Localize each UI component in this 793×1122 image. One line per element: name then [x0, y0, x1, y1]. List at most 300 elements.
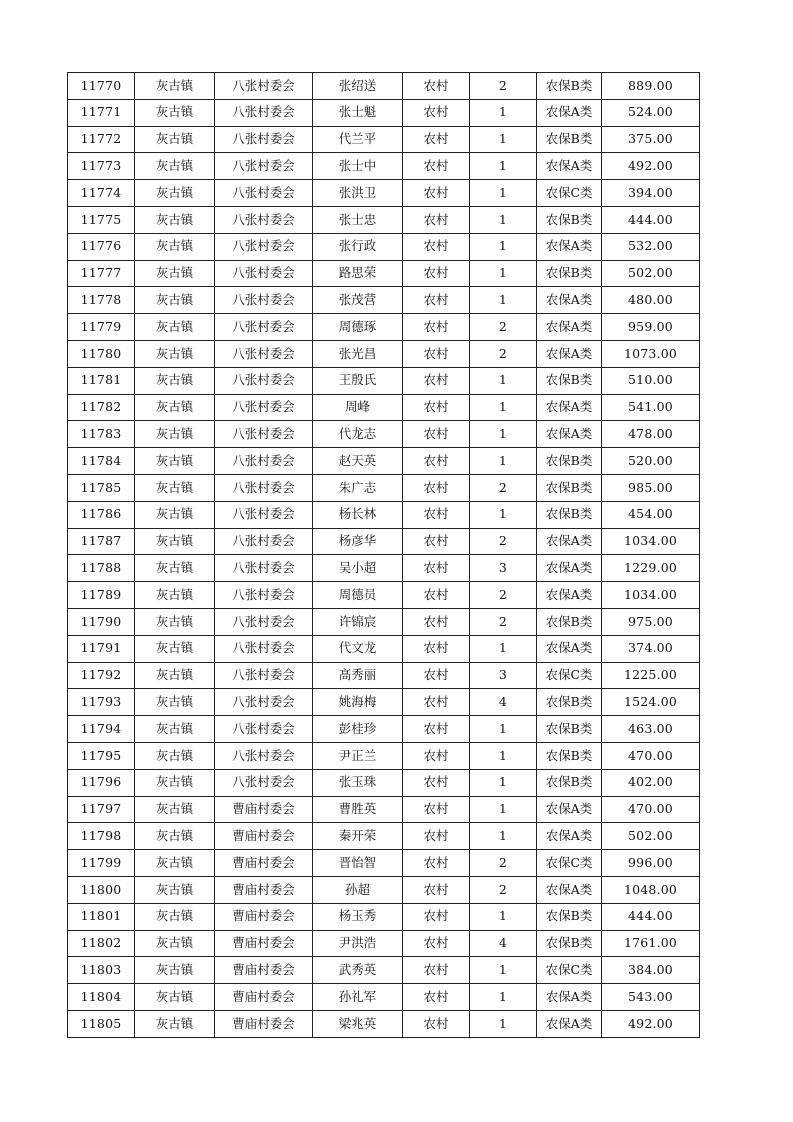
record-id: 11770	[68, 73, 135, 100]
name-cell: 曹胜英	[313, 796, 403, 823]
village-committee-cell: 曹庙村委会	[215, 876, 313, 903]
household-type-cell: 农村	[403, 957, 470, 984]
table-row	[68, 850, 700, 877]
table-row	[68, 984, 700, 1011]
town-cell: 灰古镇	[135, 126, 215, 153]
category-cell: 农保B类	[537, 903, 602, 930]
village-committee-cell: 曹庙村委会	[215, 903, 313, 930]
record-id: 11779	[68, 314, 135, 341]
village-committee-cell: 八张村委会	[215, 474, 313, 501]
amount-cell: 492.00	[602, 153, 700, 180]
amount-cell: 1229.00	[602, 555, 700, 582]
category-cell: 农保B类	[537, 73, 602, 100]
record-id: 11802	[68, 930, 135, 957]
table-row	[68, 206, 700, 233]
name-cell: 代文龙	[313, 635, 403, 662]
table-row	[68, 689, 700, 716]
category-cell: 农保B类	[537, 716, 602, 743]
table-row	[68, 448, 700, 475]
town-cell: 灰古镇	[135, 287, 215, 314]
table-row	[68, 930, 700, 957]
household-type-cell: 农村	[403, 367, 470, 394]
household-type-cell: 农村	[403, 233, 470, 260]
member-count-cell: 2	[470, 340, 537, 367]
amount-cell: 375.00	[602, 126, 700, 153]
category-cell: 农保A类	[537, 287, 602, 314]
town-cell: 灰古镇	[135, 850, 215, 877]
record-id: 11795	[68, 742, 135, 769]
household-type-cell: 农村	[403, 635, 470, 662]
village-committee-cell: 八张村委会	[215, 73, 313, 100]
category-cell: 农保A类	[537, 876, 602, 903]
member-count-cell: 1	[470, 769, 537, 796]
record-id: 11784	[68, 448, 135, 475]
roster-table	[67, 72, 700, 1038]
record-id: 11786	[68, 501, 135, 528]
town-cell: 灰古镇	[135, 689, 215, 716]
name-cell: 彭桂珍	[313, 716, 403, 743]
category-cell: 农保A类	[537, 635, 602, 662]
amount-cell: 1761.00	[602, 930, 700, 957]
town-cell: 灰古镇	[135, 903, 215, 930]
village-committee-cell: 八张村委会	[215, 421, 313, 448]
amount-cell: 492.00	[602, 1010, 700, 1037]
category-cell: 农保B类	[537, 769, 602, 796]
village-committee-cell: 八张村委会	[215, 99, 313, 126]
household-type-cell: 农村	[403, 1010, 470, 1037]
village-committee-cell: 八张村委会	[215, 528, 313, 555]
table-row	[68, 287, 700, 314]
town-cell: 灰古镇	[135, 769, 215, 796]
household-type-cell: 农村	[403, 180, 470, 207]
village-committee-cell: 八张村委会	[215, 635, 313, 662]
town-cell: 灰古镇	[135, 582, 215, 609]
household-type-cell: 农村	[403, 153, 470, 180]
table-row	[68, 260, 700, 287]
record-id: 11785	[68, 474, 135, 501]
table-row	[68, 73, 700, 100]
town-cell: 灰古镇	[135, 984, 215, 1011]
category-cell: 农保B类	[537, 689, 602, 716]
table-row	[68, 1010, 700, 1037]
member-count-cell: 1	[470, 635, 537, 662]
category-cell: 农保C类	[537, 850, 602, 877]
record-id: 11787	[68, 528, 135, 555]
name-cell: 路思荣	[313, 260, 403, 287]
amount-cell: 502.00	[602, 260, 700, 287]
table-row	[68, 582, 700, 609]
member-count-cell: 1	[470, 501, 537, 528]
category-cell: 农保B类	[537, 126, 602, 153]
member-count-cell: 1	[470, 984, 537, 1011]
name-cell: 孙礼军	[313, 984, 403, 1011]
amount-cell: 1524.00	[602, 689, 700, 716]
member-count-cell: 2	[470, 314, 537, 341]
category-cell: 农保B类	[537, 474, 602, 501]
village-committee-cell: 曹庙村委会	[215, 1010, 313, 1037]
member-count-cell: 1	[470, 367, 537, 394]
name-cell: 尹正兰	[313, 742, 403, 769]
table-row	[68, 716, 700, 743]
town-cell: 灰古镇	[135, 421, 215, 448]
record-id: 11796	[68, 769, 135, 796]
village-committee-cell: 八张村委会	[215, 206, 313, 233]
village-committee-cell: 八张村委会	[215, 501, 313, 528]
table-row	[68, 126, 700, 153]
member-count-cell: 2	[470, 582, 537, 609]
household-type-cell: 农村	[403, 608, 470, 635]
amount-cell: 996.00	[602, 850, 700, 877]
household-type-cell: 农村	[403, 689, 470, 716]
record-id: 11777	[68, 260, 135, 287]
record-id: 11789	[68, 582, 135, 609]
member-count-cell: 2	[470, 73, 537, 100]
village-committee-cell: 八张村委会	[215, 367, 313, 394]
town-cell: 灰古镇	[135, 608, 215, 635]
town-cell: 灰古镇	[135, 180, 215, 207]
record-id: 11782	[68, 394, 135, 421]
category-cell: 农保A类	[537, 796, 602, 823]
town-cell: 灰古镇	[135, 73, 215, 100]
amount-cell: 1225.00	[602, 662, 700, 689]
village-committee-cell: 曹庙村委会	[215, 850, 313, 877]
amount-cell: 444.00	[602, 903, 700, 930]
town-cell: 灰古镇	[135, 206, 215, 233]
member-count-cell: 1	[470, 260, 537, 287]
category-cell: 农保A类	[537, 421, 602, 448]
member-count-cell: 4	[470, 930, 537, 957]
amount-cell: 470.00	[602, 742, 700, 769]
table-row	[68, 608, 700, 635]
record-id: 11778	[68, 287, 135, 314]
record-id: 11799	[68, 850, 135, 877]
name-cell: 张士忠	[313, 206, 403, 233]
table-row	[68, 233, 700, 260]
name-cell: 尹洪浩	[313, 930, 403, 957]
village-committee-cell: 八张村委会	[215, 340, 313, 367]
record-id: 11788	[68, 555, 135, 582]
village-committee-cell: 曹庙村委会	[215, 984, 313, 1011]
category-cell: 农保B类	[537, 448, 602, 475]
member-count-cell: 2	[470, 876, 537, 903]
name-cell: 周峰	[313, 394, 403, 421]
member-count-cell: 1	[470, 394, 537, 421]
member-count-cell: 1	[470, 823, 537, 850]
category-cell: 农保A类	[537, 340, 602, 367]
name-cell: 王殷氏	[313, 367, 403, 394]
category-cell: 农保A类	[537, 555, 602, 582]
record-id: 11803	[68, 957, 135, 984]
category-cell: 农保A类	[537, 233, 602, 260]
household-type-cell: 农村	[403, 126, 470, 153]
record-id: 11798	[68, 823, 135, 850]
name-cell: 张洪卫	[313, 180, 403, 207]
household-type-cell: 农村	[403, 73, 470, 100]
name-cell: 高秀丽	[313, 662, 403, 689]
record-id: 11794	[68, 716, 135, 743]
record-id: 11804	[68, 984, 135, 1011]
household-type-cell: 农村	[403, 206, 470, 233]
category-cell: 农保B类	[537, 260, 602, 287]
table-row	[68, 635, 700, 662]
name-cell: 张玉珠	[313, 769, 403, 796]
name-cell: 许锦宸	[313, 608, 403, 635]
member-count-cell: 1	[470, 233, 537, 260]
member-count-cell: 1	[470, 448, 537, 475]
town-cell: 灰古镇	[135, 153, 215, 180]
table-row	[68, 823, 700, 850]
village-committee-cell: 八张村委会	[215, 314, 313, 341]
village-committee-cell: 八张村委会	[215, 582, 313, 609]
household-type-cell: 农村	[403, 984, 470, 1011]
town-cell: 灰古镇	[135, 340, 215, 367]
town-cell: 灰古镇	[135, 474, 215, 501]
name-cell: 孙超	[313, 876, 403, 903]
member-count-cell: 1	[470, 287, 537, 314]
household-type-cell: 农村	[403, 99, 470, 126]
record-id: 11772	[68, 126, 135, 153]
category-cell: 农保C类	[537, 662, 602, 689]
category-cell: 农保B类	[537, 608, 602, 635]
amount-cell: 1034.00	[602, 582, 700, 609]
town-cell: 灰古镇	[135, 555, 215, 582]
village-committee-cell: 八张村委会	[215, 689, 313, 716]
amount-cell: 510.00	[602, 367, 700, 394]
member-count-cell: 2	[470, 474, 537, 501]
amount-cell: 520.00	[602, 448, 700, 475]
member-count-cell: 1	[470, 903, 537, 930]
name-cell: 张光昌	[313, 340, 403, 367]
member-count-cell: 1	[470, 957, 537, 984]
member-count-cell: 1	[470, 206, 537, 233]
amount-cell: 394.00	[602, 180, 700, 207]
name-cell: 张绍送	[313, 73, 403, 100]
member-count-cell: 1	[470, 99, 537, 126]
member-count-cell: 2	[470, 850, 537, 877]
table-row	[68, 662, 700, 689]
village-committee-cell: 八张村委会	[215, 716, 313, 743]
village-committee-cell: 八张村委会	[215, 608, 313, 635]
household-type-cell: 农村	[403, 287, 470, 314]
category-cell: 农保B类	[537, 930, 602, 957]
name-cell: 周德琢	[313, 314, 403, 341]
town-cell: 灰古镇	[135, 635, 215, 662]
village-committee-cell: 八张村委会	[215, 742, 313, 769]
name-cell: 姚海梅	[313, 689, 403, 716]
household-type-cell: 农村	[403, 314, 470, 341]
member-count-cell: 1	[470, 1010, 537, 1037]
amount-cell: 959.00	[602, 314, 700, 341]
category-cell: 农保A类	[537, 528, 602, 555]
amount-cell: 543.00	[602, 984, 700, 1011]
name-cell: 周德员	[313, 582, 403, 609]
household-type-cell: 农村	[403, 555, 470, 582]
amount-cell: 532.00	[602, 233, 700, 260]
household-type-cell: 农村	[403, 474, 470, 501]
category-cell: 农保A类	[537, 984, 602, 1011]
category-cell: 农保A类	[537, 1010, 602, 1037]
town-cell: 灰古镇	[135, 876, 215, 903]
roster-table-body	[68, 73, 700, 1038]
name-cell: 代兰平	[313, 126, 403, 153]
amount-cell: 480.00	[602, 287, 700, 314]
category-cell: 农保C类	[537, 957, 602, 984]
amount-cell: 1073.00	[602, 340, 700, 367]
household-type-cell: 农村	[403, 796, 470, 823]
village-committee-cell: 曹庙村委会	[215, 823, 313, 850]
table-row	[68, 528, 700, 555]
village-committee-cell: 八张村委会	[215, 394, 313, 421]
name-cell: 代龙志	[313, 421, 403, 448]
amount-cell: 524.00	[602, 99, 700, 126]
record-id: 11790	[68, 608, 135, 635]
category-cell: 农保A类	[537, 99, 602, 126]
household-type-cell: 农村	[403, 823, 470, 850]
record-id: 11775	[68, 206, 135, 233]
village-committee-cell: 八张村委会	[215, 126, 313, 153]
village-committee-cell: 八张村委会	[215, 555, 313, 582]
record-id: 11781	[68, 367, 135, 394]
amount-cell: 374.00	[602, 635, 700, 662]
town-cell: 灰古镇	[135, 823, 215, 850]
town-cell: 灰古镇	[135, 662, 215, 689]
village-committee-cell: 八张村委会	[215, 287, 313, 314]
amount-cell: 444.00	[602, 206, 700, 233]
member-count-cell: 3	[470, 555, 537, 582]
name-cell: 梁兆英	[313, 1010, 403, 1037]
amount-cell: 478.00	[602, 421, 700, 448]
record-id: 11792	[68, 662, 135, 689]
table-row	[68, 421, 700, 448]
amount-cell: 889.00	[602, 73, 700, 100]
village-committee-cell: 八张村委会	[215, 769, 313, 796]
amount-cell: 463.00	[602, 716, 700, 743]
town-cell: 灰古镇	[135, 528, 215, 555]
category-cell: 农保B类	[537, 206, 602, 233]
category-cell: 农保A类	[537, 582, 602, 609]
town-cell: 灰古镇	[135, 233, 215, 260]
category-cell: 农保C类	[537, 180, 602, 207]
table-row	[68, 394, 700, 421]
table-row	[68, 367, 700, 394]
table-row	[68, 153, 700, 180]
member-count-cell: 1	[470, 742, 537, 769]
amount-cell: 502.00	[602, 823, 700, 850]
table-row	[68, 474, 700, 501]
town-cell: 灰古镇	[135, 957, 215, 984]
category-cell: 农保B类	[537, 501, 602, 528]
household-type-cell: 农村	[403, 582, 470, 609]
record-id: 11776	[68, 233, 135, 260]
household-type-cell: 农村	[403, 716, 470, 743]
amount-cell: 541.00	[602, 394, 700, 421]
category-cell: 农保A类	[537, 823, 602, 850]
town-cell: 灰古镇	[135, 448, 215, 475]
table-row	[68, 180, 700, 207]
member-count-cell: 2	[470, 608, 537, 635]
household-type-cell: 农村	[403, 742, 470, 769]
record-id: 11783	[68, 421, 135, 448]
name-cell: 秦开荣	[313, 823, 403, 850]
village-committee-cell: 曹庙村委会	[215, 957, 313, 984]
household-type-cell: 农村	[403, 769, 470, 796]
record-id: 11793	[68, 689, 135, 716]
amount-cell: 402.00	[602, 769, 700, 796]
category-cell: 农保A类	[537, 153, 602, 180]
name-cell: 武秀英	[313, 957, 403, 984]
table-row	[68, 957, 700, 984]
household-type-cell: 农村	[403, 421, 470, 448]
name-cell: 杨长林	[313, 501, 403, 528]
amount-cell: 985.00	[602, 474, 700, 501]
member-count-cell: 3	[470, 662, 537, 689]
town-cell: 灰古镇	[135, 930, 215, 957]
village-committee-cell: 八张村委会	[215, 260, 313, 287]
household-type-cell: 农村	[403, 260, 470, 287]
village-committee-cell: 八张村委会	[215, 662, 313, 689]
table-row	[68, 903, 700, 930]
name-cell: 张茂营	[313, 287, 403, 314]
amount-cell: 1048.00	[602, 876, 700, 903]
name-cell: 赵天英	[313, 448, 403, 475]
household-type-cell: 农村	[403, 501, 470, 528]
table-row	[68, 501, 700, 528]
table-row	[68, 555, 700, 582]
household-type-cell: 农村	[403, 340, 470, 367]
village-committee-cell: 八张村委会	[215, 153, 313, 180]
name-cell: 朱广志	[313, 474, 403, 501]
amount-cell: 384.00	[602, 957, 700, 984]
member-count-cell: 1	[470, 421, 537, 448]
member-count-cell: 1	[470, 796, 537, 823]
town-cell: 灰古镇	[135, 394, 215, 421]
amount-cell: 1034.00	[602, 528, 700, 555]
table-row	[68, 769, 700, 796]
name-cell: 吴小超	[313, 555, 403, 582]
town-cell: 灰古镇	[135, 1010, 215, 1037]
amount-cell: 975.00	[602, 608, 700, 635]
amount-cell: 454.00	[602, 501, 700, 528]
town-cell: 灰古镇	[135, 742, 215, 769]
household-type-cell: 农村	[403, 394, 470, 421]
record-id: 11797	[68, 796, 135, 823]
village-committee-cell: 八张村委会	[215, 448, 313, 475]
household-type-cell: 农村	[403, 850, 470, 877]
record-id: 11774	[68, 180, 135, 207]
town-cell: 灰古镇	[135, 367, 215, 394]
town-cell: 灰古镇	[135, 260, 215, 287]
village-committee-cell: 八张村委会	[215, 180, 313, 207]
village-committee-cell: 曹庙村委会	[215, 930, 313, 957]
table-row	[68, 99, 700, 126]
name-cell: 杨彦华	[313, 528, 403, 555]
household-type-cell: 农村	[403, 662, 470, 689]
town-cell: 灰古镇	[135, 796, 215, 823]
household-type-cell: 农村	[403, 448, 470, 475]
record-id: 11791	[68, 635, 135, 662]
table-row	[68, 876, 700, 903]
village-committee-cell: 曹庙村委会	[215, 796, 313, 823]
name-cell: 张行政	[313, 233, 403, 260]
category-cell: 农保B类	[537, 742, 602, 769]
category-cell: 农保A类	[537, 314, 602, 341]
record-id: 11800	[68, 876, 135, 903]
name-cell: 张士中	[313, 153, 403, 180]
name-cell: 晋怡智	[313, 850, 403, 877]
town-cell: 灰古镇	[135, 501, 215, 528]
category-cell: 农保A类	[537, 394, 602, 421]
record-id: 11801	[68, 903, 135, 930]
